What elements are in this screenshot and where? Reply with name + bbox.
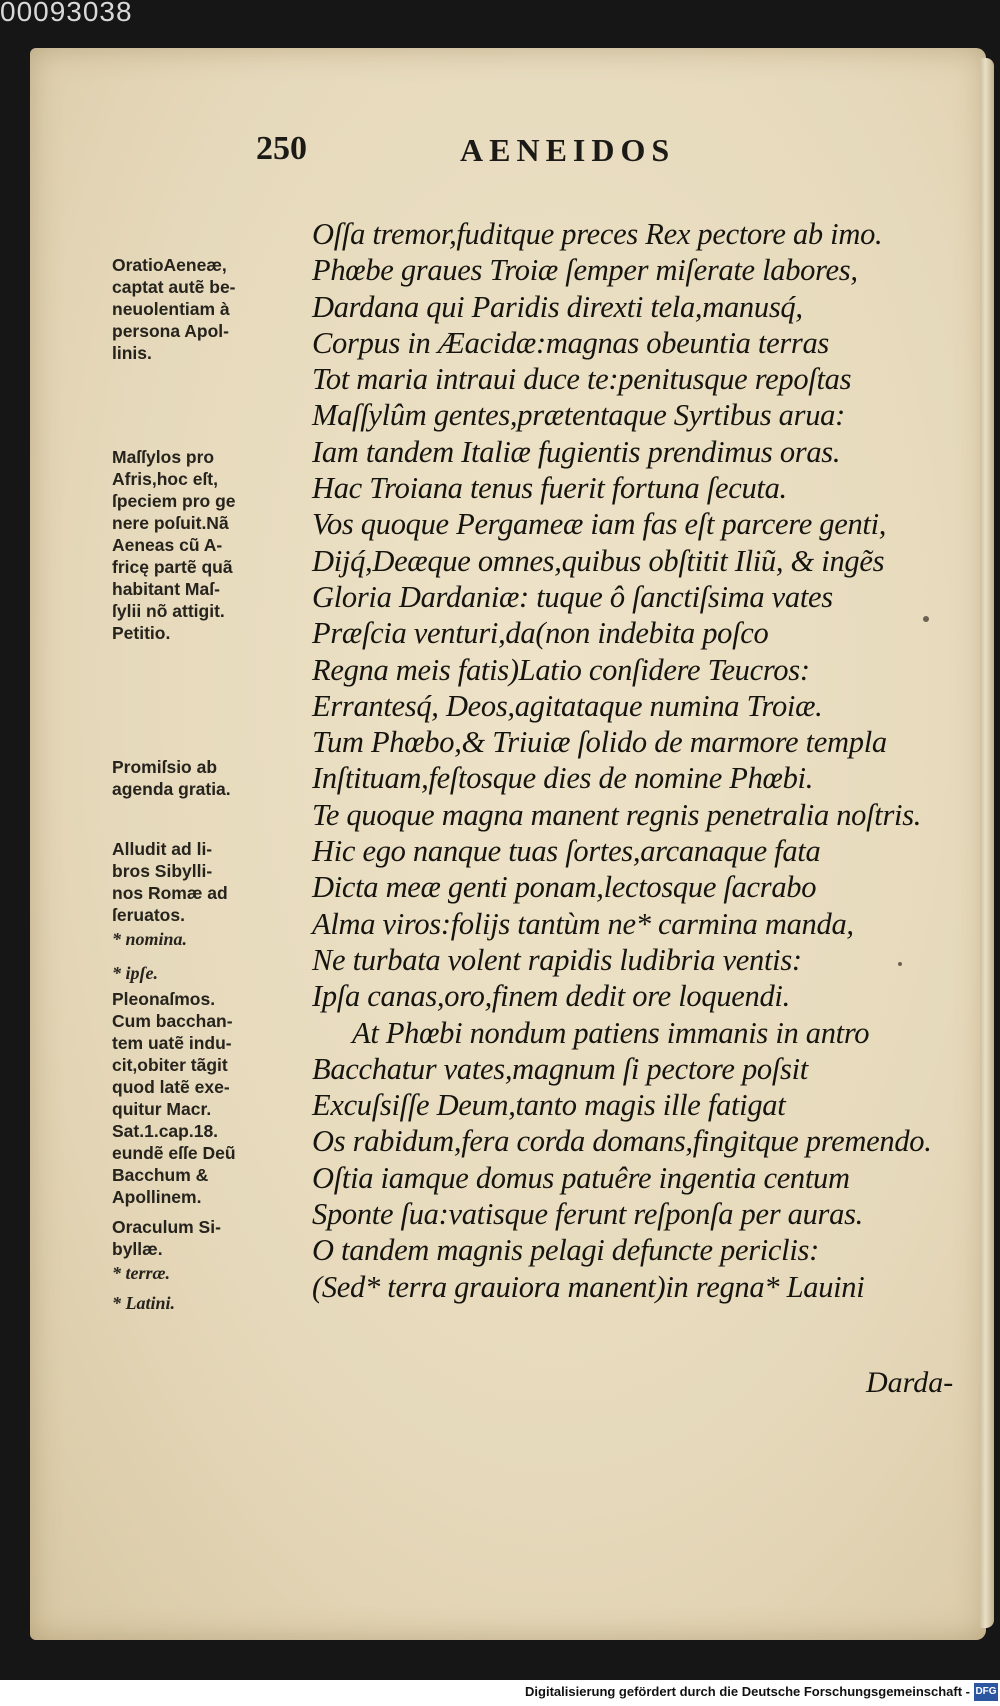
scan-shelfmark: 00093038	[0, 0, 133, 27]
verse-line: Iam tandem Italiæ fugientis prendimus oras.	[312, 434, 841, 469]
verse-line: At Phœbi nondum patiens immanis in antro	[352, 1015, 870, 1050]
verse-line: Phœbe graues Troiæ ſemper miſerate labores,	[312, 253, 858, 288]
verse-block	[312, 216, 1000, 1305]
margin-note: * nomina.	[112, 929, 188, 949]
margin-note: * ipſe.	[112, 963, 158, 983]
verse-line: Oſtia iamque domus patuêre ingentia centum	[312, 1160, 850, 1195]
verse-line: Te quoque magna manent regnis penetralia noſtris.	[312, 797, 922, 832]
verse-line: Regna meis fatis)Latio conſidere Teucros:	[312, 652, 810, 687]
margin-note: * terræ.	[112, 1263, 170, 1283]
margin-note: Promiſsio ab agenda gratia.	[112, 757, 231, 799]
verse-line: Ne turbata volent rapidis ludibria ventis:	[312, 942, 802, 977]
verse-line: Hic ego nanque tuas ſortes,arcanaque fata	[312, 834, 821, 869]
margin-note: OratioAeneæ, captat autẽ be- neuolentiam à persona Apol- linis.	[112, 255, 236, 363]
verse-line: Errantesq́, Deos,agitataque numina Troiæ.	[312, 688, 823, 723]
verse-line: Tot maria intraui duce te:penitusque repoſtas	[312, 362, 852, 397]
verse-line: Dicta meæ genti ponam,lectosque ſacrabo	[312, 870, 817, 905]
book-page	[30, 48, 986, 1640]
margin-note: Alludit ad li- bros Sibylli- nos Romæ ad ſeruatos.	[112, 839, 228, 925]
catchword: Darda-	[866, 1366, 954, 1399]
ink-spot	[923, 616, 929, 622]
verse-line: Corpus in Æacidæ:magnas obeuntia terras	[312, 325, 829, 360]
verse-line: Vos quoque Pergameæ iam fas eſt parcere genti,	[312, 507, 887, 542]
margin-note: Maſſylos pro Afris,hoc eſt, ſpeciem pro ge nere poſuit.Nã Aeneas cũ A- fricę partẽ quã habitant Maſ- ſylii nõ attigit. Petitio.	[112, 447, 236, 643]
digitization-footer	[0, 1680, 1000, 1706]
verse-line: Bacchatur vates,magnum ſi pectore poſsit	[312, 1051, 808, 1086]
verse-line: (Sed* terra grauiora manent)in regna* Lauini	[312, 1269, 865, 1304]
margin-note: Pleonaſmos. Cum bacchan- tem uatẽ indu- cit,obiter tãgit quod latẽ exe- quitur Macr. Sat.1.cap.18. eundẽ eſſe Deũ Bacchum & Apollinem.	[112, 989, 236, 1207]
ink-spot	[898, 962, 902, 966]
margin-note: * Latini.	[112, 1293, 176, 1313]
verse-line: Ipſa canas,oro,finem dedit ore loquendi.	[312, 979, 790, 1014]
verse-line: Præſcia venturi,da(non indebita poſco	[312, 616, 769, 651]
verse-line: Maſſylûm gentes,prætentaque Syrtibus arua:	[312, 398, 845, 433]
dfg-logo-icon: DFG	[974, 1683, 998, 1701]
verse-line: Hac Troiana tenus fuerit fortuna ſecuta.	[312, 471, 787, 506]
verse-line: Alma viros:folijs tantùm ne* carmina manda,	[312, 906, 854, 941]
verse-line: Os rabidum,fera corda domans,fingitque premendo.	[312, 1124, 932, 1159]
verse-line: Dijq́,Deæque omnes,quibus obſtitit Iliũ, & ingẽs	[312, 543, 885, 578]
page-header	[30, 130, 986, 170]
verse-line: Inſtituam,feſtosque dies de nomine Phœbi.	[312, 761, 814, 796]
verse-line: O tandem magnis pelagi defuncte periclis:	[312, 1233, 819, 1268]
verse-line: Sponte ſua:vatisque ferunt reſponſa per auras.	[312, 1197, 863, 1232]
verse-line: Tum Phœbo,& Triuiæ ſolido de marmore templa	[312, 725, 887, 760]
verse-line: Dardana qui Paridis direxti tela,manusq́,	[312, 289, 803, 324]
verse-line: Excuſsiſſe Deum,tanto magis ille fatigat	[312, 1088, 786, 1123]
page-number: 250	[256, 130, 307, 167]
running-title: AENEIDOS	[460, 132, 676, 168]
funding-notice: Digitalisierung gefördert durch die Deutsche Forschungsgemeinschaft -	[525, 1684, 970, 1699]
margin-note: Oraculum Si- byllæ.	[112, 1217, 221, 1259]
verse-line: Gloria Dardaniæ: tuque ô ſanctiſsima vates	[312, 579, 833, 614]
verse-line: Oſſa tremor,fuditque preces Rex pectore ab imo.	[312, 217, 883, 251]
